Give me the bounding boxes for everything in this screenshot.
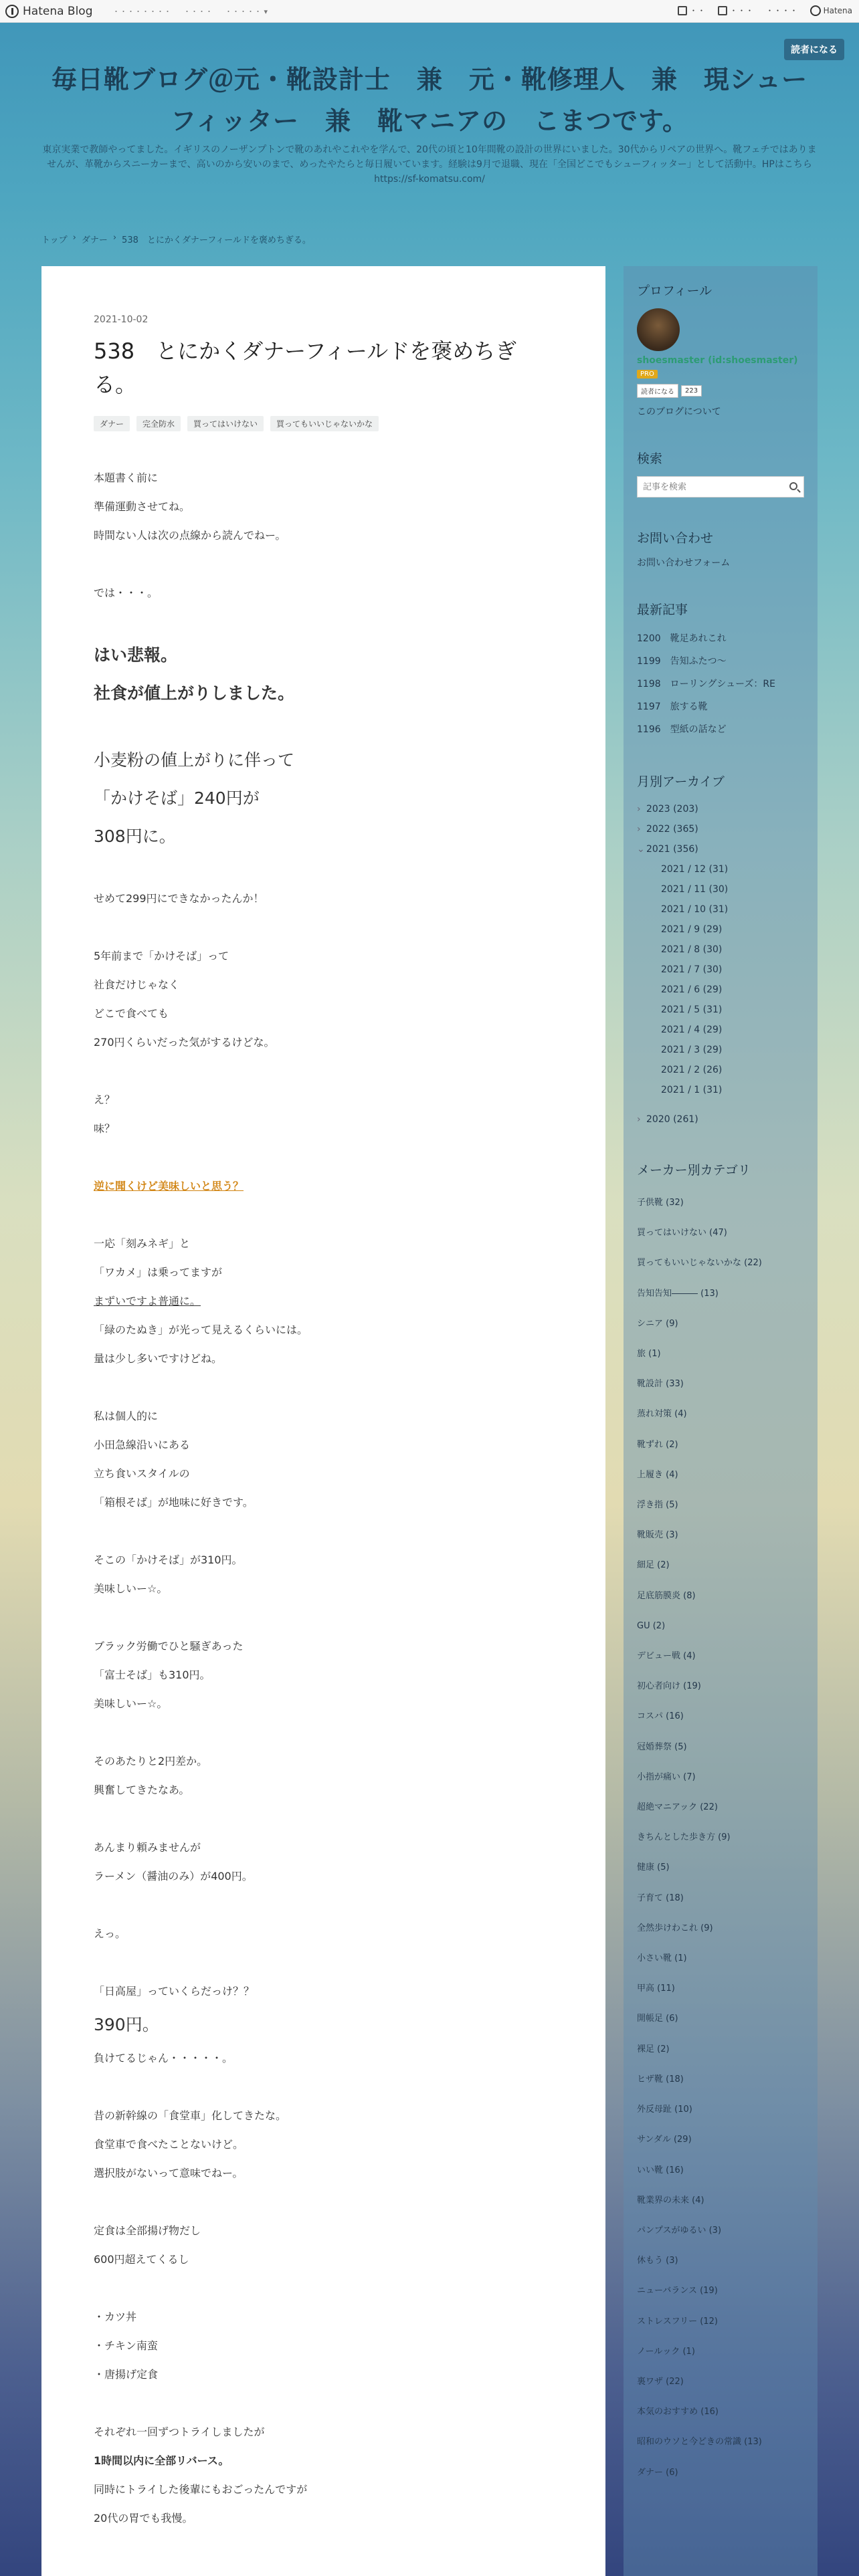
article-paragraph: 20代の胃でも我慢。 <box>94 2512 193 2525</box>
category-link[interactable]: 浮き指 (5) <box>637 1500 678 1511</box>
article-paragraph: 味？ <box>94 1122 116 1135</box>
article-paragraph: 選択肢がないって意味でねー。 <box>94 2167 244 2179</box>
article-paragraph: それぞれ一回ずつトライしましたが <box>94 2426 265 2438</box>
article-paragraph: 「緑のたぬき」が光って見えるくらいには。 <box>94 1323 308 1336</box>
article-paragraph: 600円超えてくるし <box>94 2253 189 2266</box>
profile-module <box>637 281 804 418</box>
search-module <box>637 449 804 498</box>
recent-posts-heading: 最新記事 <box>637 603 688 617</box>
category-link[interactable]: 本気のおすすめ (16) <box>637 2407 719 2418</box>
category-link[interactable]: 冠婚葬祭 (5) <box>637 1741 687 1752</box>
logo-text: Hatena Blog <box>23 5 93 18</box>
article-title[interactable]: 538 とにかくダナーフィールドを褒めちぎる。 <box>94 338 517 397</box>
category-link[interactable]: 超絶マニアック (22) <box>637 1802 718 1813</box>
breadcrumb-separator-icon: › <box>112 233 117 243</box>
reader-count[interactable]: 223 <box>681 385 702 397</box>
breadcrumb-top[interactable]: トップ <box>41 235 68 245</box>
hatena-label: Hatena <box>823 5 852 15</box>
article-paragraph <box>94 855 553 884</box>
contact-heading: お問い合わせ <box>637 531 714 546</box>
contact-form-link[interactable]: お問い合わせフォーム <box>637 558 731 568</box>
article-paragraph <box>94 2187 553 2216</box>
article-paragraph: 270円くらいだった気がするけどな。 <box>94 1036 275 1049</box>
article-paragraph <box>94 2274 553 2302</box>
article-category-tag[interactable]: 買ってもいいじゃないかな <box>270 416 379 431</box>
topbar-nav <box>112 6 268 17</box>
blog-title[interactable]: 毎日靴ブログ＠元・靴設計士 兼 元・靴修理人 兼 現シューフィッター 兼 靴マニアの こまつです。 <box>51 65 808 136</box>
manage-link[interactable] <box>718 5 754 16</box>
category-link[interactable]: いい靴 (16) <box>637 2165 684 2175</box>
article-bold-line: 社食が値上がりしました。 <box>94 683 295 703</box>
profile-id-link[interactable]: shoesmaster (id:shoesmaster) <box>637 355 798 366</box>
category-link[interactable]: 甲高 (11) <box>637 1983 675 1994</box>
recent-post-link[interactable]: 1197 旅する靴 <box>637 702 708 712</box>
category-link[interactable]: GU (2) <box>637 1620 666 1631</box>
search-input[interactable] <box>638 477 803 497</box>
article-paragraph: 「箱根そば」が地味に好きです。 <box>94 1496 254 1509</box>
breadcrumb <box>41 233 311 245</box>
article-paragraph: ブラック労働でひと騒ぎあった <box>94 1640 244 1652</box>
category-link[interactable]: コスパ (16) <box>637 1711 684 1722</box>
article-paragraph <box>94 2389 553 2418</box>
article-paragraph: 負けてるじゃん・・・・・。 <box>94 2052 233 2064</box>
article-category-tag[interactable]: 買ってはいけない <box>187 416 264 431</box>
category-link[interactable]: 子育て (18) <box>637 1893 684 1903</box>
category-link[interactable]: 外反母趾 (10) <box>637 2105 692 2115</box>
pencil-icon <box>678 6 687 15</box>
article-paragraph: 同時にトライした後輩にもおごったんですが <box>94 2483 308 2496</box>
chevron-right-icon: › <box>637 804 641 815</box>
dashboard-icon <box>718 6 727 15</box>
category-link[interactable]: 裏ワザ (22) <box>637 2376 684 2387</box>
article-paragraph <box>94 1804 553 1833</box>
article-large-line: 390円。 <box>94 2015 159 2034</box>
category-link[interactable]: 健康 (5) <box>637 1862 670 1873</box>
article-paragraph: 私は個人的に <box>94 1410 159 1422</box>
breadcrumb-separator-icon: › <box>72 233 76 243</box>
article-paragraph <box>94 913 553 942</box>
chevron-right-icon: › <box>637 824 641 835</box>
archive-year[interactable] <box>637 1109 804 1130</box>
archive-year[interactable] <box>637 799 804 819</box>
categories-heading: メーカー別カテゴリ <box>637 1163 751 1178</box>
article-paragraph <box>94 550 553 578</box>
categories-module <box>637 1160 804 2488</box>
article-paragraph: 立ち食いスタイルの <box>94 1467 190 1480</box>
article-paragraph <box>94 1287 553 1315</box>
article-paragraph: 美味しいー☆。 <box>94 1582 168 1595</box>
hatena-menu[interactable] <box>810 5 852 16</box>
avatar[interactable] <box>637 308 680 351</box>
category-link[interactable]: ニューバランス (19) <box>637 2286 718 2296</box>
article-paragraph: 小田急線沿いにある <box>94 1438 191 1451</box>
topbar-nav-item-2[interactable]: ・・・・ <box>183 7 213 16</box>
article-paragraph <box>94 712 553 741</box>
category-link[interactable]: 休もう (3) <box>637 2256 678 2266</box>
notifications-link[interactable] <box>766 5 798 16</box>
category-link[interactable]: デビュー戦 (4) <box>637 1651 696 1662</box>
article-large-line: 308円に。 <box>94 827 176 846</box>
manage-label: ・・・ <box>729 6 754 15</box>
article-paragraph: では・・・。 <box>94 586 159 599</box>
category-link[interactable]: 全然歩けわこれ (9) <box>637 1923 713 1933</box>
archive-month[interactable]: 2021 / 11 (30) <box>661 884 729 895</box>
archive-month[interactable]: 2021 / 8 (30) <box>661 944 723 955</box>
archive-month[interactable]: 2021 / 6 (29) <box>661 984 723 995</box>
article-paragraph <box>94 1057 553 1085</box>
categories-list <box>637 1188 804 2488</box>
article-paragraph: 興奮してきたなあ。 <box>94 1784 190 1796</box>
category-link[interactable]: 靴販売 (3) <box>637 1530 678 1541</box>
archive-year-expanded[interactable] <box>637 839 804 859</box>
archive-year-label: 2020 (261) <box>646 1114 698 1125</box>
chevron-right-icon: › <box>637 1114 641 1125</box>
archive-month[interactable]: 2021 / 2 (26) <box>661 1065 723 1075</box>
archive-month[interactable]: 2021 / 5 (31) <box>661 1004 723 1015</box>
article-paragraph: 定食は全部揚げ物だし <box>94 2224 201 2237</box>
hatena-blog-logo[interactable] <box>5 4 93 19</box>
recent-post-link[interactable]: 1200 靴足あれこれ <box>637 633 727 644</box>
profile-heading: プロフィール <box>637 284 712 298</box>
category-link[interactable]: 細足 (2) <box>637 1560 670 1571</box>
article-paragraph <box>94 1143 553 1172</box>
category-link[interactable]: 蒸れ対策 (4) <box>637 1409 687 1420</box>
article-inline-link[interactable]: 逆に聞くけど美味しいと思う？ <box>94 1180 244 1192</box>
category-link[interactable]: 買ってはいけない (47) <box>637 1228 727 1239</box>
article-paragraph <box>94 1891 553 1919</box>
archive-month[interactable]: 2021 / 4 (29) <box>661 1025 723 1035</box>
article-paragraph <box>94 1517 553 1545</box>
category-link[interactable]: シニア (9) <box>637 1318 678 1329</box>
article-paragraph: 食堂車で食べたことないけど。 <box>94 2138 244 2151</box>
article-paragraph <box>94 607 553 636</box>
article-paragraph: そこの「かけそば」が310円。 <box>94 1553 243 1566</box>
article-paragraph: 時間ない人は次の点線から読んでねー。 <box>94 529 286 542</box>
article-paragraph: ラーメン（醤油のみ）が400円。 <box>94 1870 253 1883</box>
article-paragraph <box>94 1948 553 1977</box>
article-body <box>94 463 553 2533</box>
sidebar <box>624 266 818 2576</box>
category-link[interactable]: 買ってもいいじゃないかな (22) <box>637 1258 762 1269</box>
chevron-down-icon: ⌄ <box>637 844 645 855</box>
category-link[interactable]: 旅 (1) <box>637 1349 661 1360</box>
reader-row <box>637 384 804 398</box>
recent-posts-module <box>637 600 804 741</box>
archive-month[interactable]: 2021 / 7 (30) <box>661 964 723 975</box>
article-paragraph: ・チキン南蛮 <box>94 2339 158 2352</box>
category-link[interactable]: 上履き (4) <box>637 1469 678 1480</box>
category-link[interactable]: ストレスフリー (12) <box>637 2316 718 2327</box>
archive-module <box>637 772 804 1130</box>
article-category-tag[interactable]: 完全防水 <box>136 416 181 431</box>
article-paragraph: 「富士そば」も310円。 <box>94 1669 211 1681</box>
archive-year-label: 2021 (356) <box>646 844 698 855</box>
article-paragraph: ・カツ丼 <box>94 2311 137 2323</box>
archive-year-label: 2023 (203) <box>646 804 698 815</box>
article-large-line: 「かけそば」240円が <box>94 788 260 808</box>
article-underlined-text: まずいですよ普通に。 <box>94 1295 201 1307</box>
article-paragraph: えっ。 <box>94 1927 126 1940</box>
recent-post-link[interactable]: 1196 型紙の話など <box>637 724 727 735</box>
article-category-tag[interactable]: ダナー <box>94 416 130 431</box>
article-paragraph <box>94 1200 553 1229</box>
category-link[interactable]: 靴業界の未来 (4) <box>637 2195 704 2206</box>
recent-posts-list <box>637 627 804 741</box>
archive-month[interactable]: 2021 / 10 (31) <box>661 904 729 915</box>
article-paragraph: 準備運動させてね。 <box>94 500 191 513</box>
breadcrumb-current: 538 とにかくダナーフィールドを褒めちぎる。 <box>122 235 311 245</box>
article-paragraph: 昔の新幹線の「食堂車」化してきたな。 <box>94 2109 287 2122</box>
article-paragraph: え？ <box>94 1093 116 1106</box>
article-paragraph <box>94 1603 553 1632</box>
sidebar-subscribe-button[interactable]: 読者になる <box>637 384 678 398</box>
article-paragraph <box>94 1718 553 1747</box>
write-post-link[interactable] <box>678 5 706 16</box>
archive-year-label: 2022 (365) <box>646 824 698 835</box>
category-link[interactable]: 靴設計 (33) <box>637 1379 684 1390</box>
article-paragraph: どこで食べても <box>94 1007 169 1020</box>
article-paragraph <box>94 1373 553 1402</box>
hatena-blog-logo-icon <box>5 5 19 18</box>
article-paragraph: 「日高屋」っていくらだっけ？？ <box>94 1985 255 1998</box>
category-link[interactable]: 靴ずれ (2) <box>637 1439 678 1450</box>
category-link[interactable]: 告知告知――― (13) <box>637 1288 719 1299</box>
article-strong-line: 1時間以内に全部リバース。 <box>94 2454 229 2467</box>
article-paragraph: 社食だけじゃなく <box>94 978 180 991</box>
category-link[interactable]: 小さい靴 (1) <box>637 1953 687 1964</box>
category-link[interactable]: 小指が痛い (7) <box>637 1772 696 1782</box>
blog-description: 東京実業で教師やってました。イギリスのノーザンプトンで靴のあれやこれやを学んで、20代の頃と10年間靴の設計の世界にいました。30代からリペアの世界へ。靴フェチではありませんが、革靴からスニーカーまで、高いのから安いのまで、めったやたらと毎日履いています。経験は9月で退職、現在「全国どこでもシューフィッター」として活動中。HPはこちらhttps://sf-komatsu.com/ <box>42 144 817 185</box>
article-paragraph: 「ワカメ」は乗ってますが <box>94 1266 223 1279</box>
archive-month[interactable]: 2021 / 12 (31) <box>661 864 729 875</box>
article-bold-line: はい悲報。 <box>94 645 178 665</box>
article-paragraph <box>94 1172 553 1200</box>
recent-post-link[interactable]: 1199 告知ふたつ〜 <box>637 656 727 667</box>
archive-month[interactable]: 2021 / 1 (31) <box>661 1085 723 1095</box>
category-link[interactable]: 裸足 (2) <box>637 2044 670 2054</box>
category-link[interactable]: 初心者向け (19) <box>637 1681 701 1692</box>
article-paragraph: ・唐揚げ定食 <box>94 2368 159 2381</box>
search-icon[interactable] <box>789 482 797 490</box>
article-categories <box>94 416 553 431</box>
category-link[interactable]: きちんとした歩き方 (9) <box>637 1832 731 1843</box>
archive-month[interactable]: 2021 / 9 (29) <box>661 924 723 935</box>
pro-badge: PRO <box>637 370 658 379</box>
category-link[interactable]: ヒザ靴 (18) <box>637 2074 684 2084</box>
archive-month[interactable]: 2021 / 3 (29) <box>661 1045 723 1055</box>
hatena-icon <box>810 5 821 16</box>
article-paragraph: そのあたりと2円差か。 <box>94 1755 208 1767</box>
article-date[interactable]: 2021-10-02 <box>94 314 149 325</box>
category-link[interactable]: 昭和のウソと今どきの常識 (13) <box>637 2437 762 2448</box>
category-link[interactable]: ダナー (6) <box>637 2467 678 2478</box>
contact-module <box>637 528 804 569</box>
article-paragraph: 一応「刻みネギ」と <box>94 1237 191 1250</box>
article-paragraph <box>94 2072 553 2101</box>
header-subscribe-button[interactable]: 読者になる <box>784 39 844 60</box>
category-link[interactable]: パンプスがゆるい (3) <box>637 2225 722 2236</box>
notifications-label: ・・・・ <box>765 6 798 15</box>
category-link[interactable]: 子供靴 (32) <box>637 1198 684 1208</box>
about-blog-link[interactable]: このブログについて <box>637 407 721 417</box>
category-link[interactable]: 開帳足 (6) <box>637 2014 678 2024</box>
article-paragraph: 量は少し多いですけどね。 <box>94 1352 223 1365</box>
article <box>41 266 605 2576</box>
topbar-nav-item-1[interactable]: ・・・・・・・・ <box>112 7 171 16</box>
article-large-line: 小麦粉の値上がりに伴って <box>94 750 295 770</box>
topbar-nav-item-3[interactable]: ・・・・・ ▾ <box>225 7 268 16</box>
search-box <box>637 476 804 498</box>
category-link[interactable]: 足底筋膜炎 (8) <box>637 1590 696 1601</box>
write-post-label: ・・ <box>689 6 706 15</box>
article-paragraph: 本題書く前に <box>94 471 159 484</box>
archive-year[interactable] <box>637 819 804 839</box>
article-paragraph: 5年前まで「かけそば」って <box>94 950 229 962</box>
breadcrumb-category[interactable]: ダナー <box>81 235 108 245</box>
article-paragraph: 美味しいー☆。 <box>94 1697 168 1710</box>
article-paragraph: せめて299円にできなかったんか！ <box>94 892 264 905</box>
search-heading: 検索 <box>637 451 663 466</box>
hatena-topbar <box>0 0 859 23</box>
category-link[interactable]: ノールック (1) <box>637 2346 695 2357</box>
article-paragraph: あんまり頼みませんが <box>94 1841 201 1854</box>
category-link[interactable]: サンダル (29) <box>637 2135 692 2145</box>
archive-heading: 月別アーカイブ <box>637 774 725 789</box>
recent-post-link[interactable]: 1198 ローリングシューズ：RE <box>637 679 775 689</box>
topbar-right <box>678 5 852 16</box>
